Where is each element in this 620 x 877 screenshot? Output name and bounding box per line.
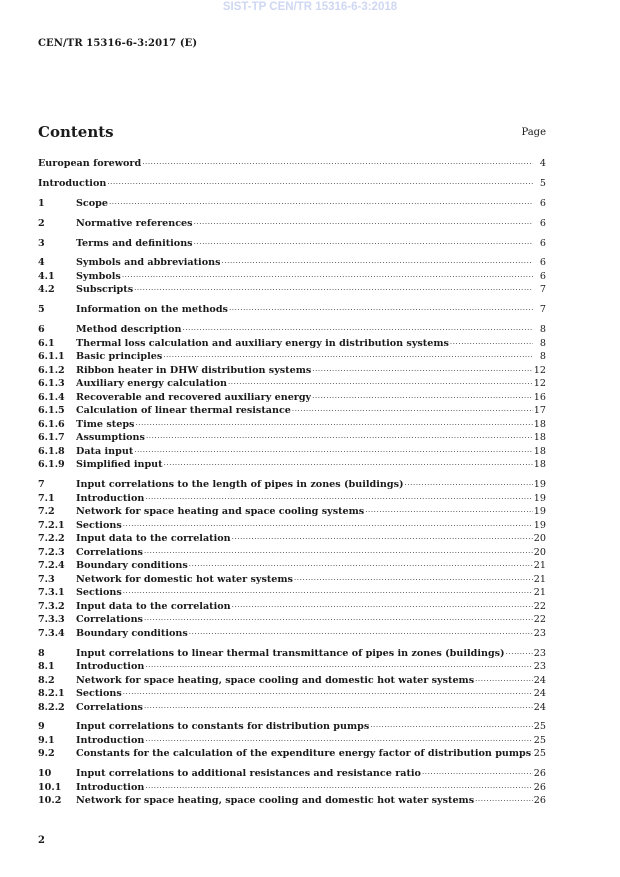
toc-dot-leader xyxy=(232,599,533,609)
toc-entry-title: Constants for the calculation of the expenditure energy factor of distribution pumps xyxy=(76,748,532,760)
toc-entry-number: 7.3 xyxy=(38,573,55,585)
toc-entry-number: 8.2 xyxy=(38,674,55,686)
toc-entry-title: Symbols and abbreviations xyxy=(76,257,221,269)
toc-entry-page: 25 xyxy=(533,721,546,733)
toc-entry-number: 8.2.1 xyxy=(38,688,65,700)
toc-entry[interactable] xyxy=(38,572,546,586)
toc-dot-leader xyxy=(109,196,533,206)
toc-entry-page: 6 xyxy=(539,257,546,269)
toc-dot-leader xyxy=(189,626,533,636)
toc-dot-leader xyxy=(123,585,533,595)
toc-entry-title: Network for space heating and space cooling systems xyxy=(76,506,365,518)
toc-dot-leader xyxy=(145,659,532,669)
toc-entry-title: Input correlations to constants for distribution pumps xyxy=(76,721,370,733)
toc-dot-leader xyxy=(292,403,533,413)
toc-dot-leader xyxy=(134,444,533,454)
toc-entry[interactable] xyxy=(38,746,546,760)
toc-entry-number: 7.3.3 xyxy=(38,614,65,626)
toc-entry-title: Sections xyxy=(76,519,122,531)
toc-entry[interactable] xyxy=(38,457,546,471)
toc-entry-number: 8.2.2 xyxy=(38,701,65,713)
toc-dot-leader xyxy=(123,518,533,528)
toc-dot-leader xyxy=(294,572,533,582)
toc-entry-page: 8 xyxy=(539,337,546,349)
toc-entry-title: Scope xyxy=(76,197,108,209)
toc-entry[interactable] xyxy=(38,302,546,316)
toc-entry[interactable] xyxy=(38,477,546,491)
toc-entry-page: 18 xyxy=(533,432,546,444)
toc-entry-number: 6.1.7 xyxy=(38,432,65,444)
toc-entry[interactable] xyxy=(38,430,546,444)
toc-entry-number: 6.1 xyxy=(38,337,55,349)
toc-entry-number: 6.1.3 xyxy=(38,378,65,390)
toc-entry[interactable] xyxy=(38,504,546,518)
toc-entry[interactable] xyxy=(38,363,546,377)
toc-entry-number: 7 xyxy=(38,479,45,491)
toc-entry[interactable] xyxy=(38,282,546,296)
toc-entry-number: 8.1 xyxy=(38,661,55,673)
toc-entry-number: 8 xyxy=(38,647,45,659)
toc-dot-leader xyxy=(122,269,533,279)
toc-entry-title: Introduction xyxy=(38,177,107,189)
toc-entry[interactable] xyxy=(38,255,546,269)
toc-entry-page: 17 xyxy=(533,405,546,417)
toc-entry[interactable] xyxy=(38,531,546,545)
toc-entry-number: 7.1 xyxy=(38,492,55,504)
toc-entry-page: 19 xyxy=(533,519,546,531)
toc-entry[interactable] xyxy=(38,491,546,505)
contents-heading: Contents xyxy=(38,123,114,141)
toc-entry-page: 23 xyxy=(533,647,546,659)
toc-entry[interactable] xyxy=(38,793,546,807)
toc-entry-title: Thermal loss calculation and auxiliary energy in distribution systems xyxy=(76,337,449,349)
toc-entry[interactable] xyxy=(38,673,546,687)
toc-entry-number: 7.2.2 xyxy=(38,533,65,545)
toc-entry-title: Calculation of linear thermal resistance xyxy=(76,405,291,417)
toc-entry-title: Input correlations to additional resistances and resistance ratio xyxy=(76,768,421,780)
footer-page-number: 2 xyxy=(38,835,45,846)
toc-entry-title: Ribbon heater in DHW distribution systems xyxy=(76,364,312,376)
toc-dot-leader xyxy=(194,236,533,246)
toc-dot-leader xyxy=(145,733,532,743)
toc-entry[interactable] xyxy=(38,545,546,559)
toc-dot-leader xyxy=(144,545,533,555)
toc-entry-number: 9.1 xyxy=(38,734,55,746)
toc-entry-page: 6 xyxy=(539,197,546,209)
toc-entry-number: 2 xyxy=(38,217,45,229)
toc-dot-leader xyxy=(221,255,533,265)
toc-entry-title: Network for domestic hot water systems xyxy=(76,573,293,585)
toc-entry-number: 9.2 xyxy=(38,748,55,760)
toc-entry-page: 8 xyxy=(539,351,546,363)
toc-entry-number: 7.2 xyxy=(38,506,55,518)
toc-entry-page: 19 xyxy=(533,506,546,518)
toc-entry-title: Boundary conditions xyxy=(76,627,188,639)
toc-entry-page: 8 xyxy=(539,324,546,336)
toc-entry-title: Input correlations to the length of pipes in zones (buildings) xyxy=(76,479,404,491)
toc-entry-number: 6.1.5 xyxy=(38,405,65,417)
table-of-contents xyxy=(38,156,546,807)
toc-entry[interactable] xyxy=(38,390,546,404)
toc-entry-title: Network for space heating, space cooling and domestic hot water systems xyxy=(76,795,475,807)
toc-entry-title: Sections xyxy=(76,587,122,599)
toc-dot-leader xyxy=(532,746,533,756)
toc-entry-page: 25 xyxy=(533,734,546,746)
toc-entry-number: 7.2.1 xyxy=(38,519,65,531)
toc-entry-title: Input data to the correlation xyxy=(76,600,231,612)
toc-entry-number: 6 xyxy=(38,324,45,336)
toc-entry[interactable] xyxy=(38,733,546,747)
toc-dot-leader xyxy=(142,156,533,166)
toc-entry-title: Sections xyxy=(76,688,122,700)
toc-entry-page: 26 xyxy=(533,768,546,780)
toc-dot-leader xyxy=(229,302,533,312)
toc-dot-leader xyxy=(422,766,533,776)
toc-entry-page: 18 xyxy=(533,459,546,471)
toc-entry-title: Time steps xyxy=(76,418,135,430)
toc-entry-number: 6.1.2 xyxy=(38,364,65,376)
toc-entry-number: 3 xyxy=(38,237,45,249)
toc-dot-leader xyxy=(134,282,533,292)
toc-entry-title: Correlations xyxy=(76,701,143,713)
toc-entry-page: 26 xyxy=(533,781,546,793)
toc-entry-page: 7 xyxy=(539,284,546,296)
toc-entry[interactable] xyxy=(38,417,546,431)
toc-entry-page: 23 xyxy=(533,661,546,673)
toc-dot-leader xyxy=(145,780,532,790)
toc-entry-number: 7.3.2 xyxy=(38,600,65,612)
toc-dot-leader xyxy=(135,417,532,427)
toc-entry-page: 5 xyxy=(539,177,546,189)
toc-entry-page: 16 xyxy=(533,391,546,403)
toc-entry-number: 5 xyxy=(38,304,45,316)
toc-entry[interactable] xyxy=(38,719,546,733)
document-identifier: CEN/TR 15316-6-3:2017 (E) xyxy=(38,38,198,49)
toc-entry[interactable] xyxy=(38,216,546,230)
toc-entry-number: 7.2.4 xyxy=(38,560,65,572)
toc-dot-leader xyxy=(123,686,533,696)
toc-entry-title: Auxiliary energy calculation xyxy=(76,378,227,390)
toc-entry[interactable] xyxy=(38,766,546,780)
toc-entry-page: 6 xyxy=(539,270,546,282)
toc-dot-leader xyxy=(144,612,533,622)
toc-entry-page: 20 xyxy=(533,546,546,558)
toc-entry-title: Information on the methods xyxy=(76,304,228,316)
toc-entry[interactable] xyxy=(38,518,546,532)
toc-entry-number: 10.2 xyxy=(38,795,62,807)
toc-entry-number: 7.3.4 xyxy=(38,627,65,639)
toc-entry[interactable] xyxy=(38,599,546,613)
toc-entry[interactable] xyxy=(38,322,546,336)
toc-entry[interactable] xyxy=(38,336,546,350)
toc-entry-page: 24 xyxy=(533,674,546,686)
toc-entry-title: Network for space heating, space cooling and domestic hot water systems xyxy=(76,674,475,686)
toc-dot-leader xyxy=(312,363,533,373)
toc-entry-title: Boundary conditions xyxy=(76,560,188,572)
toc-entry-number: 9 xyxy=(38,721,45,733)
toc-entry-number: 6.1.8 xyxy=(38,445,65,457)
toc-dot-leader xyxy=(228,376,533,386)
toc-entry[interactable] xyxy=(38,700,546,714)
toc-entry-title: Simplified input xyxy=(76,459,163,471)
toc-entry-title: Introduction xyxy=(76,492,145,504)
watermark: SIST-TP CEN/TR 15316-6-3:2018 xyxy=(222,1,398,13)
toc-entry-page: 24 xyxy=(533,688,546,700)
toc-dot-leader xyxy=(475,793,533,803)
toc-entry-page: 18 xyxy=(533,445,546,457)
toc-entry-title: Data input xyxy=(76,445,134,457)
toc-entry-number: 10 xyxy=(38,768,52,780)
toc-entry-page: 25 xyxy=(533,748,546,760)
toc-entry[interactable] xyxy=(38,269,546,283)
toc-entry-number: 10.1 xyxy=(38,781,62,793)
toc-entry[interactable] xyxy=(38,686,546,700)
toc-entry-title: Correlations xyxy=(76,614,143,626)
toc-entry[interactable] xyxy=(38,403,546,417)
toc-entry-number: 4.1 xyxy=(38,270,55,282)
toc-dot-leader xyxy=(164,457,533,467)
toc-entry[interactable] xyxy=(38,659,546,673)
toc-entry-number: 4 xyxy=(38,257,45,269)
toc-entry-title: Normative references xyxy=(76,217,193,229)
toc-dot-leader xyxy=(365,504,533,514)
toc-entry-page: 18 xyxy=(533,418,546,430)
toc-entry[interactable] xyxy=(38,585,546,599)
toc-entry-page: 24 xyxy=(533,701,546,713)
toc-entry-number: 1 xyxy=(38,197,45,209)
toc-dot-leader xyxy=(312,390,533,400)
toc-entry[interactable] xyxy=(38,236,546,250)
toc-entry[interactable] xyxy=(38,646,546,660)
toc-entry-title: Input data to the correlation xyxy=(76,533,231,545)
toc-entry-page: 6 xyxy=(539,237,546,249)
toc-entry-title: Terms and definitions xyxy=(76,237,193,249)
toc-entry-number: 7.2.3 xyxy=(38,546,65,558)
toc-entry[interactable] xyxy=(38,558,546,572)
toc-dot-leader xyxy=(450,336,533,346)
toc-entry-number: 4.2 xyxy=(38,284,55,296)
toc-entry-title: Introduction xyxy=(76,661,145,673)
page-column-heading: Page xyxy=(521,127,546,138)
toc-entry-title: Symbols xyxy=(76,270,121,282)
toc-entry-title: Introduction xyxy=(76,734,145,746)
toc-dot-leader xyxy=(405,477,533,487)
toc-entry[interactable] xyxy=(38,612,546,626)
toc-entry-title: Subscripts xyxy=(76,284,134,296)
toc-entry-page: 6 xyxy=(539,217,546,229)
toc-entry[interactable] xyxy=(38,780,546,794)
toc-dot-leader xyxy=(189,558,533,568)
toc-entry-number: 7.3.1 xyxy=(38,587,65,599)
toc-dot-leader xyxy=(146,430,533,440)
toc-entry[interactable] xyxy=(38,444,546,458)
toc-entry-page: 12 xyxy=(533,364,546,376)
toc-entry-title: Method description xyxy=(76,324,182,336)
toc-entry-title: Basic principles xyxy=(76,351,163,363)
toc-entry-page: 22 xyxy=(533,600,546,612)
toc-entry-title: Correlations xyxy=(76,546,143,558)
toc-entry[interactable] xyxy=(38,156,546,170)
toc-entry[interactable] xyxy=(38,626,546,640)
toc-dot-leader xyxy=(183,322,534,332)
toc-entry-page: 26 xyxy=(533,795,546,807)
toc-entry-page: 7 xyxy=(539,304,546,316)
toc-dot-leader xyxy=(232,531,533,541)
toc-entry-page: 21 xyxy=(533,573,546,585)
toc-entry-page: 21 xyxy=(533,587,546,599)
toc-entry-page: 23 xyxy=(533,627,546,639)
toc-dot-leader xyxy=(107,176,533,186)
toc-entry-title: Introduction xyxy=(76,781,145,793)
toc-dot-leader xyxy=(506,646,533,656)
toc-entry-title: Input correlations to linear thermal transmittance of pipes in zones (buildings) xyxy=(76,647,505,659)
toc-dot-leader xyxy=(144,700,533,710)
toc-entry[interactable] xyxy=(38,349,546,363)
toc-entry-page: 22 xyxy=(533,614,546,626)
toc-entry-page: 4 xyxy=(539,158,546,169)
toc-dot-leader xyxy=(163,349,533,359)
toc-entry[interactable] xyxy=(38,196,546,210)
toc-entry-page: 21 xyxy=(533,560,546,572)
toc-entry-page: 19 xyxy=(533,492,546,504)
toc-dot-leader xyxy=(194,216,533,226)
toc-entry-title: European foreword xyxy=(38,158,142,169)
toc-dot-leader xyxy=(145,491,532,501)
toc-dot-leader xyxy=(475,673,533,683)
toc-entry-title: Assumptions xyxy=(76,432,145,444)
toc-entry-number: 6.1.9 xyxy=(38,459,65,471)
toc-entry-number: 6.1.6 xyxy=(38,418,65,430)
toc-entry-page: 12 xyxy=(533,378,546,390)
toc-entry-title: Recoverable and recovered auxiliary energy xyxy=(76,391,312,403)
toc-entry-number: 6.1.1 xyxy=(38,351,65,363)
toc-entry[interactable] xyxy=(38,376,546,390)
toc-entry[interactable] xyxy=(38,176,546,190)
toc-entry-number: 6.1.4 xyxy=(38,391,65,403)
toc-entry-page: 19 xyxy=(533,479,546,491)
toc-dot-leader xyxy=(370,719,533,729)
toc-entry-page: 20 xyxy=(533,533,546,545)
